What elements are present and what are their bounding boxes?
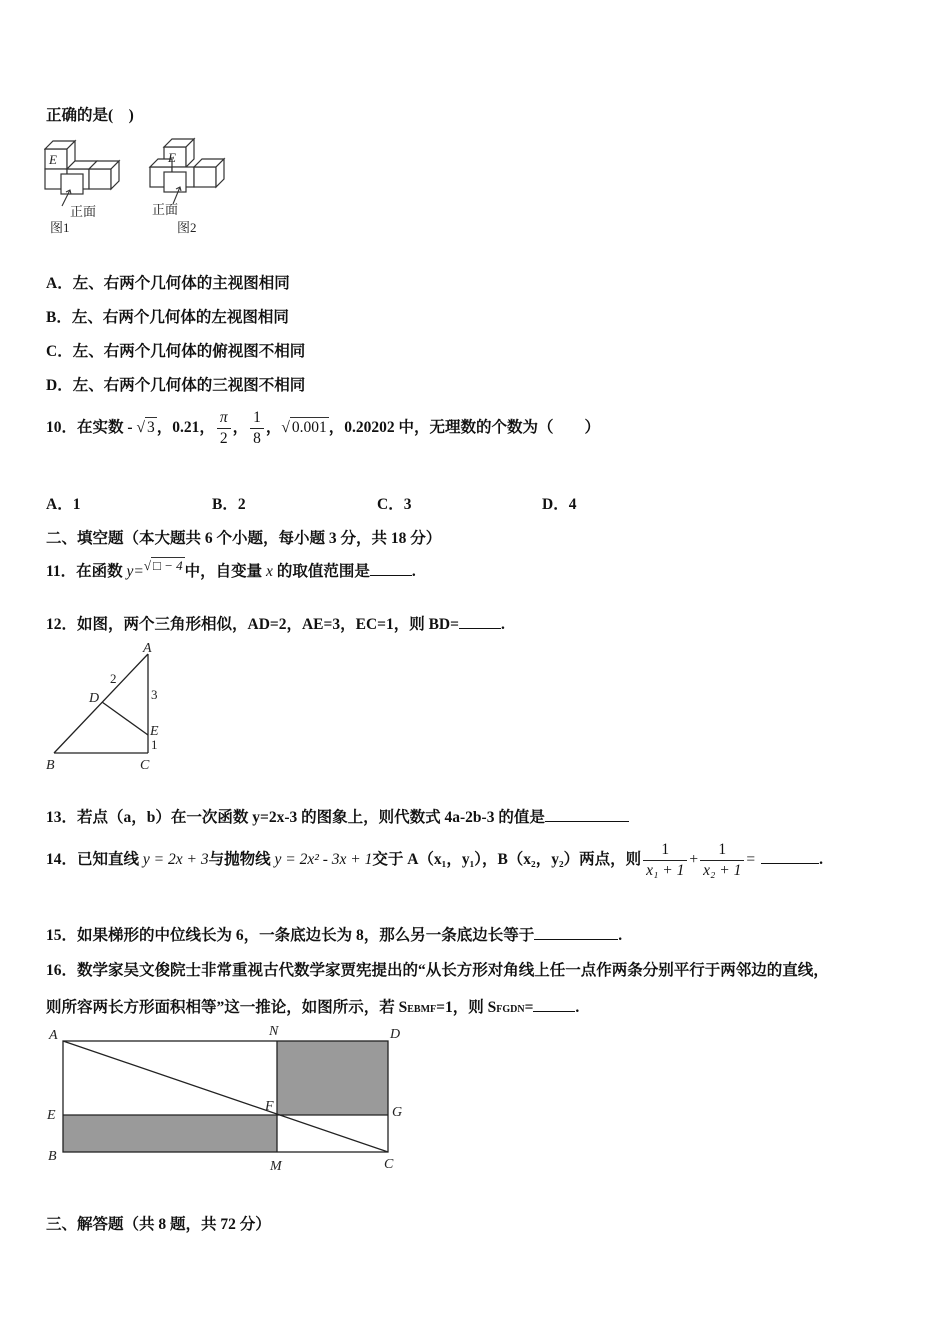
- label-e: E: [150, 724, 159, 739]
- q10-option-c: C．3: [377, 496, 412, 513]
- q14-t3: 交于 A（x₁，y₁），B（x₂，y₂）两点，则: [372, 851, 642, 869]
- q16-line1: [46, 958, 829, 980]
- q14-answer-blank[interactable]: [761, 848, 819, 865]
- q11-end: .: [411, 563, 416, 580]
- q10-suffix: ，0.20202 中，无理数的个数为（ ）: [328, 419, 601, 437]
- q15-answer-blank[interactable]: [534, 924, 618, 941]
- q14-parabola-eq: y = 2x² - 3x + 1: [274, 851, 373, 869]
- label-c: C: [140, 758, 150, 773]
- q10-option-b: B．2: [212, 496, 246, 513]
- q14-num: 14．: [46, 851, 78, 869]
- label-f: F: [265, 1099, 274, 1114]
- q11-func: y=: [126, 563, 144, 580]
- q11-radicand: □ − 4: [153, 558, 183, 573]
- q15-num: 15．: [46, 927, 78, 944]
- label-a: A: [49, 1028, 58, 1043]
- q14-end: .: [819, 851, 823, 869]
- q10-sqrt3: 3: [146, 419, 155, 437]
- q11-num: 11．: [46, 563, 77, 580]
- q16-sub2: FGDN: [496, 1004, 525, 1015]
- q12-triangle-svg: [44, 640, 164, 776]
- q14-t1: 已知直线: [77, 851, 143, 869]
- fig2-e-label: E: [168, 150, 176, 165]
- q16-sub1: EBMF: [407, 1004, 437, 1015]
- label-m: M: [270, 1159, 282, 1174]
- q10-num: 10．: [46, 419, 78, 437]
- label-ae: 3: [151, 687, 158, 702]
- q13-num: 13．: [46, 809, 78, 826]
- q10-prefix: 在实数 -: [77, 419, 137, 437]
- q10-sep3: ，: [265, 419, 282, 437]
- q16-line2a: 则所容两长方形面积相等”这一推论，如图所示，若 S: [46, 999, 408, 1016]
- q14-t2: 与抛物线: [208, 851, 275, 869]
- q15-stem: [46, 923, 622, 945]
- q16-line2b: =1，则 S: [436, 999, 497, 1016]
- sqrt-sign: √: [143, 558, 152, 573]
- rect-ebmf-shaded: [63, 1115, 277, 1152]
- label-ec: 1: [151, 737, 158, 752]
- q10-sep2: ，: [232, 419, 249, 437]
- fig2-caption: 图2: [177, 220, 197, 235]
- q15-text: 如果梯形的中位线长为 6，一条底边长为 8，那么另一条底边长等于: [77, 927, 535, 944]
- label-c: C: [384, 1157, 394, 1172]
- section-3-title: 三、解答题（共 8 题，共 72 分）: [46, 1216, 271, 1233]
- q11-suffix2: 的取值范围是: [272, 563, 370, 580]
- label-n: N: [269, 1024, 279, 1039]
- label-b: B: [46, 758, 55, 773]
- q10-pi-frac: $\frac{\pi}{2}$: [217, 408, 231, 449]
- q12-figure: [44, 640, 164, 781]
- q16-answer-blank[interactable]: [533, 996, 575, 1013]
- q10-eighth-frac: $\frac{1}{8}$: [250, 408, 264, 449]
- q14-stem: [46, 840, 823, 881]
- fig1-front-label: 正面: [70, 204, 97, 219]
- q14-line-eq: y = 2x + 3: [142, 851, 209, 869]
- q14-frac1: $\frac{1}{\text{x₁ + 1}}$: [643, 840, 687, 881]
- label-b: B: [48, 1149, 57, 1164]
- q16-figure: [44, 1022, 410, 1179]
- q9-cubes-svg: [44, 132, 230, 236]
- q14-eq: =: [746, 851, 756, 869]
- rect-fgdn-shaded: [277, 1041, 388, 1115]
- label-d: D: [390, 1027, 401, 1042]
- q9-figures: [44, 132, 230, 241]
- label-g: G: [392, 1105, 403, 1120]
- q16-line2: [46, 995, 579, 1017]
- q9-option-d: D．左、右两个几何体的三视图不相同: [46, 377, 306, 394]
- q14-frac2: $\frac{1}{\text{x₂ + 1}}$: [700, 840, 744, 881]
- q9-option-c: C．左、右两个几何体的俯视图不相同: [46, 343, 306, 360]
- segment-de: [102, 702, 148, 735]
- fig1-e-label: E: [49, 152, 57, 167]
- label-d: D: [89, 691, 100, 706]
- label-ad: 2: [110, 671, 117, 686]
- fig2-front-label: 正面: [152, 202, 179, 217]
- q10-stem: [46, 408, 600, 449]
- q10-option-d: D．4: [542, 496, 577, 513]
- q9-option-b: B．左、右两个几何体的左视图相同: [46, 309, 289, 326]
- q16-end: .: [575, 999, 580, 1016]
- side-ab: [54, 654, 148, 753]
- q11-var: x: [266, 563, 273, 580]
- q13-answer-blank[interactable]: [545, 806, 629, 823]
- q12-answer-blank[interactable]: [459, 613, 501, 630]
- q10-sep1: ，0.21，: [156, 419, 215, 437]
- q11-suffix1: 中，自变量: [184, 563, 267, 580]
- q14-plus: +: [689, 851, 699, 869]
- label-a: A: [143, 641, 152, 656]
- sqrt-sign: √: [281, 419, 290, 437]
- q12-stem: [46, 612, 505, 634]
- fig1-caption: 图1: [50, 220, 70, 235]
- sqrt-sign: √: [136, 419, 145, 437]
- q13-text: 若点（a，b）在一次函数 y=2x-3 的图象上，则代数式 4a-2b-3 的值是: [77, 809, 545, 826]
- q15-end: .: [618, 927, 623, 944]
- q16-num: 16．: [46, 962, 78, 979]
- q9-tail: 正确的是( ): [46, 107, 134, 124]
- q13-stem: [46, 805, 629, 827]
- q16-line1-text: 数学家吴文俊院士非常重视古代数学家贾宪提出的“从长方形对角线上任一点作两条分别平行于两邻边的直线，: [77, 962, 829, 979]
- section-2-title: 二、填空题（本大题共 6 个小题，每小题 3 分，共 18 分）: [46, 530, 442, 547]
- q9-option-a: A．左、右两个几何体的主视图相同: [46, 275, 290, 292]
- q12-text: 如图，两个三角形相似，AD=2，AE=3，EC=1，则 BD=: [77, 616, 459, 633]
- q12-num: 12．: [46, 616, 78, 633]
- q16-rectangle-svg: [44, 1022, 410, 1174]
- q11-prefix: 在函数: [76, 563, 127, 580]
- q16-line2c: =: [524, 999, 534, 1016]
- q10-sqrt-val: 0.001: [291, 419, 327, 437]
- q12-end: .: [500, 616, 505, 633]
- q11-stem: [46, 557, 416, 581]
- q11-answer-blank[interactable]: [370, 560, 412, 577]
- label-e: E: [47, 1108, 56, 1123]
- q10-option-a: A．1: [46, 496, 81, 513]
